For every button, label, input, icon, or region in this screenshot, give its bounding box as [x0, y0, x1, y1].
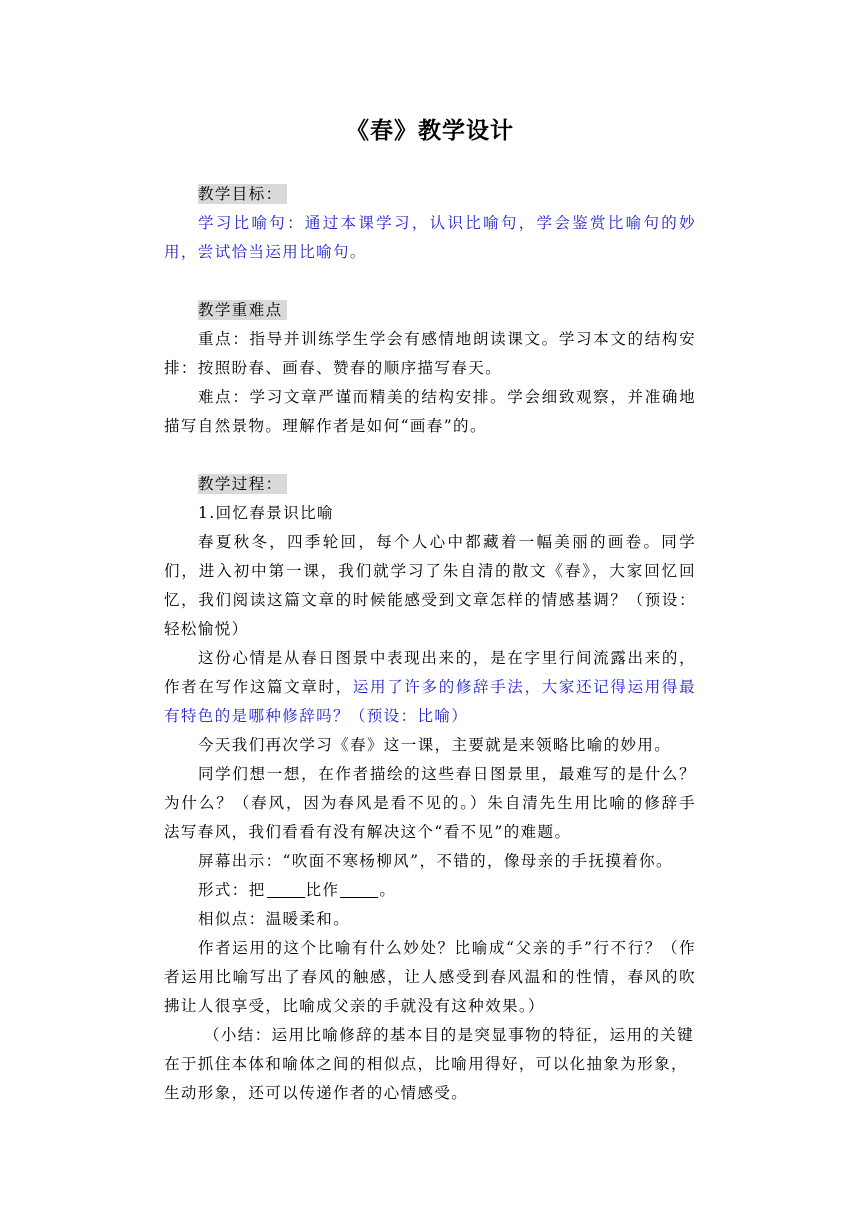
- fill-blank: [340, 882, 378, 899]
- key-point-focus: 重点：指导并训练学生学会有感情地朗读课文。学习本文的结构安排：按照盼春、画春、赞春的顺序描写春天。: [164, 330, 696, 377]
- form-line: 形式：把 比作 。: [198, 881, 397, 899]
- document-body: [164, 180, 696, 1108]
- fill-blank: [267, 882, 305, 899]
- process-paragraph-6: 作者运用的这个比喻有什么妙处？比喻成“父亲的手”行不行？（作者运用比喻写出了春风的触感，让人感受到春风温和的性情，春风的吹拂让人很享受，比喻成父亲的手就没有这种效果。）: [164, 939, 696, 1015]
- key-point-difficulty: 难点：学习文章严谨而精美的结构安排。学会细致观察，并准确地描写自然景物。理解作者是如何“画春”的。: [164, 388, 696, 435]
- document-title: 《春》教学设计: [346, 118, 514, 144]
- similarity-line: 相似点：温暖柔和。: [198, 910, 351, 928]
- objectives-heading: 教学目标：: [198, 180, 696, 209]
- spacer: [164, 441, 696, 470]
- process-paragraph-5: 屏幕出示：“吹面不寒杨柳风”，不错的，像母亲的手抚摸着你。: [198, 852, 673, 870]
- process-paragraph-3: 今天我们再次学习《春》这一课，主要就是来领略比喻的妙用。: [198, 736, 672, 754]
- process-paragraph-4: 同学们想一想，在作者描绘的这些春日图景里，最难写的是什么？为什么？（春风，因为春风是看不见的。）朱自清先生用比喻的修辞手法写春风，我们看看有没有解决这个“看不见”的难题。: [164, 765, 696, 841]
- summary-paragraph: （小结：运用比喻修辞的基本目的是突显事物的特征，运用的关键在于抓住本体和喻体之间的相似点，比喻用得好，可以化抽象为形象，生动形象，还可以传递作者的心情感受。: [164, 1026, 695, 1102]
- process-paragraph-1: 春夏秋冬，四季轮回，每个人心中都藏着一幅美丽的画卷。同学们，进入初中第一课，我们就学习了朱自清的散文《春》，大家回忆回忆，我们阅读这篇文章的时候能感受到文章怎样的情感基调？（预设：轻松愉悦）: [164, 533, 696, 638]
- process-step-1: 1.回忆春景识比喻: [198, 504, 334, 522]
- process-paragraph-2: 这份心情是从春日图景中表现出来的，是在字里行间流露出来的，作者在写作这篇文章时，运用了许多的修辞手法，大家还记得运用得最有特色的是哪种修辞吗？（预设：比喻）: [164, 649, 696, 725]
- objectives-text: 学习比喻句：通过本课学习，认识比喻句，学会鉴赏比喻句的妙用，尝试恰当运用比喻句。: [164, 214, 696, 261]
- process-heading: 教学过程：: [198, 470, 696, 499]
- spacer: [164, 267, 696, 296]
- key-points-heading: 教学重难点: [198, 296, 696, 325]
